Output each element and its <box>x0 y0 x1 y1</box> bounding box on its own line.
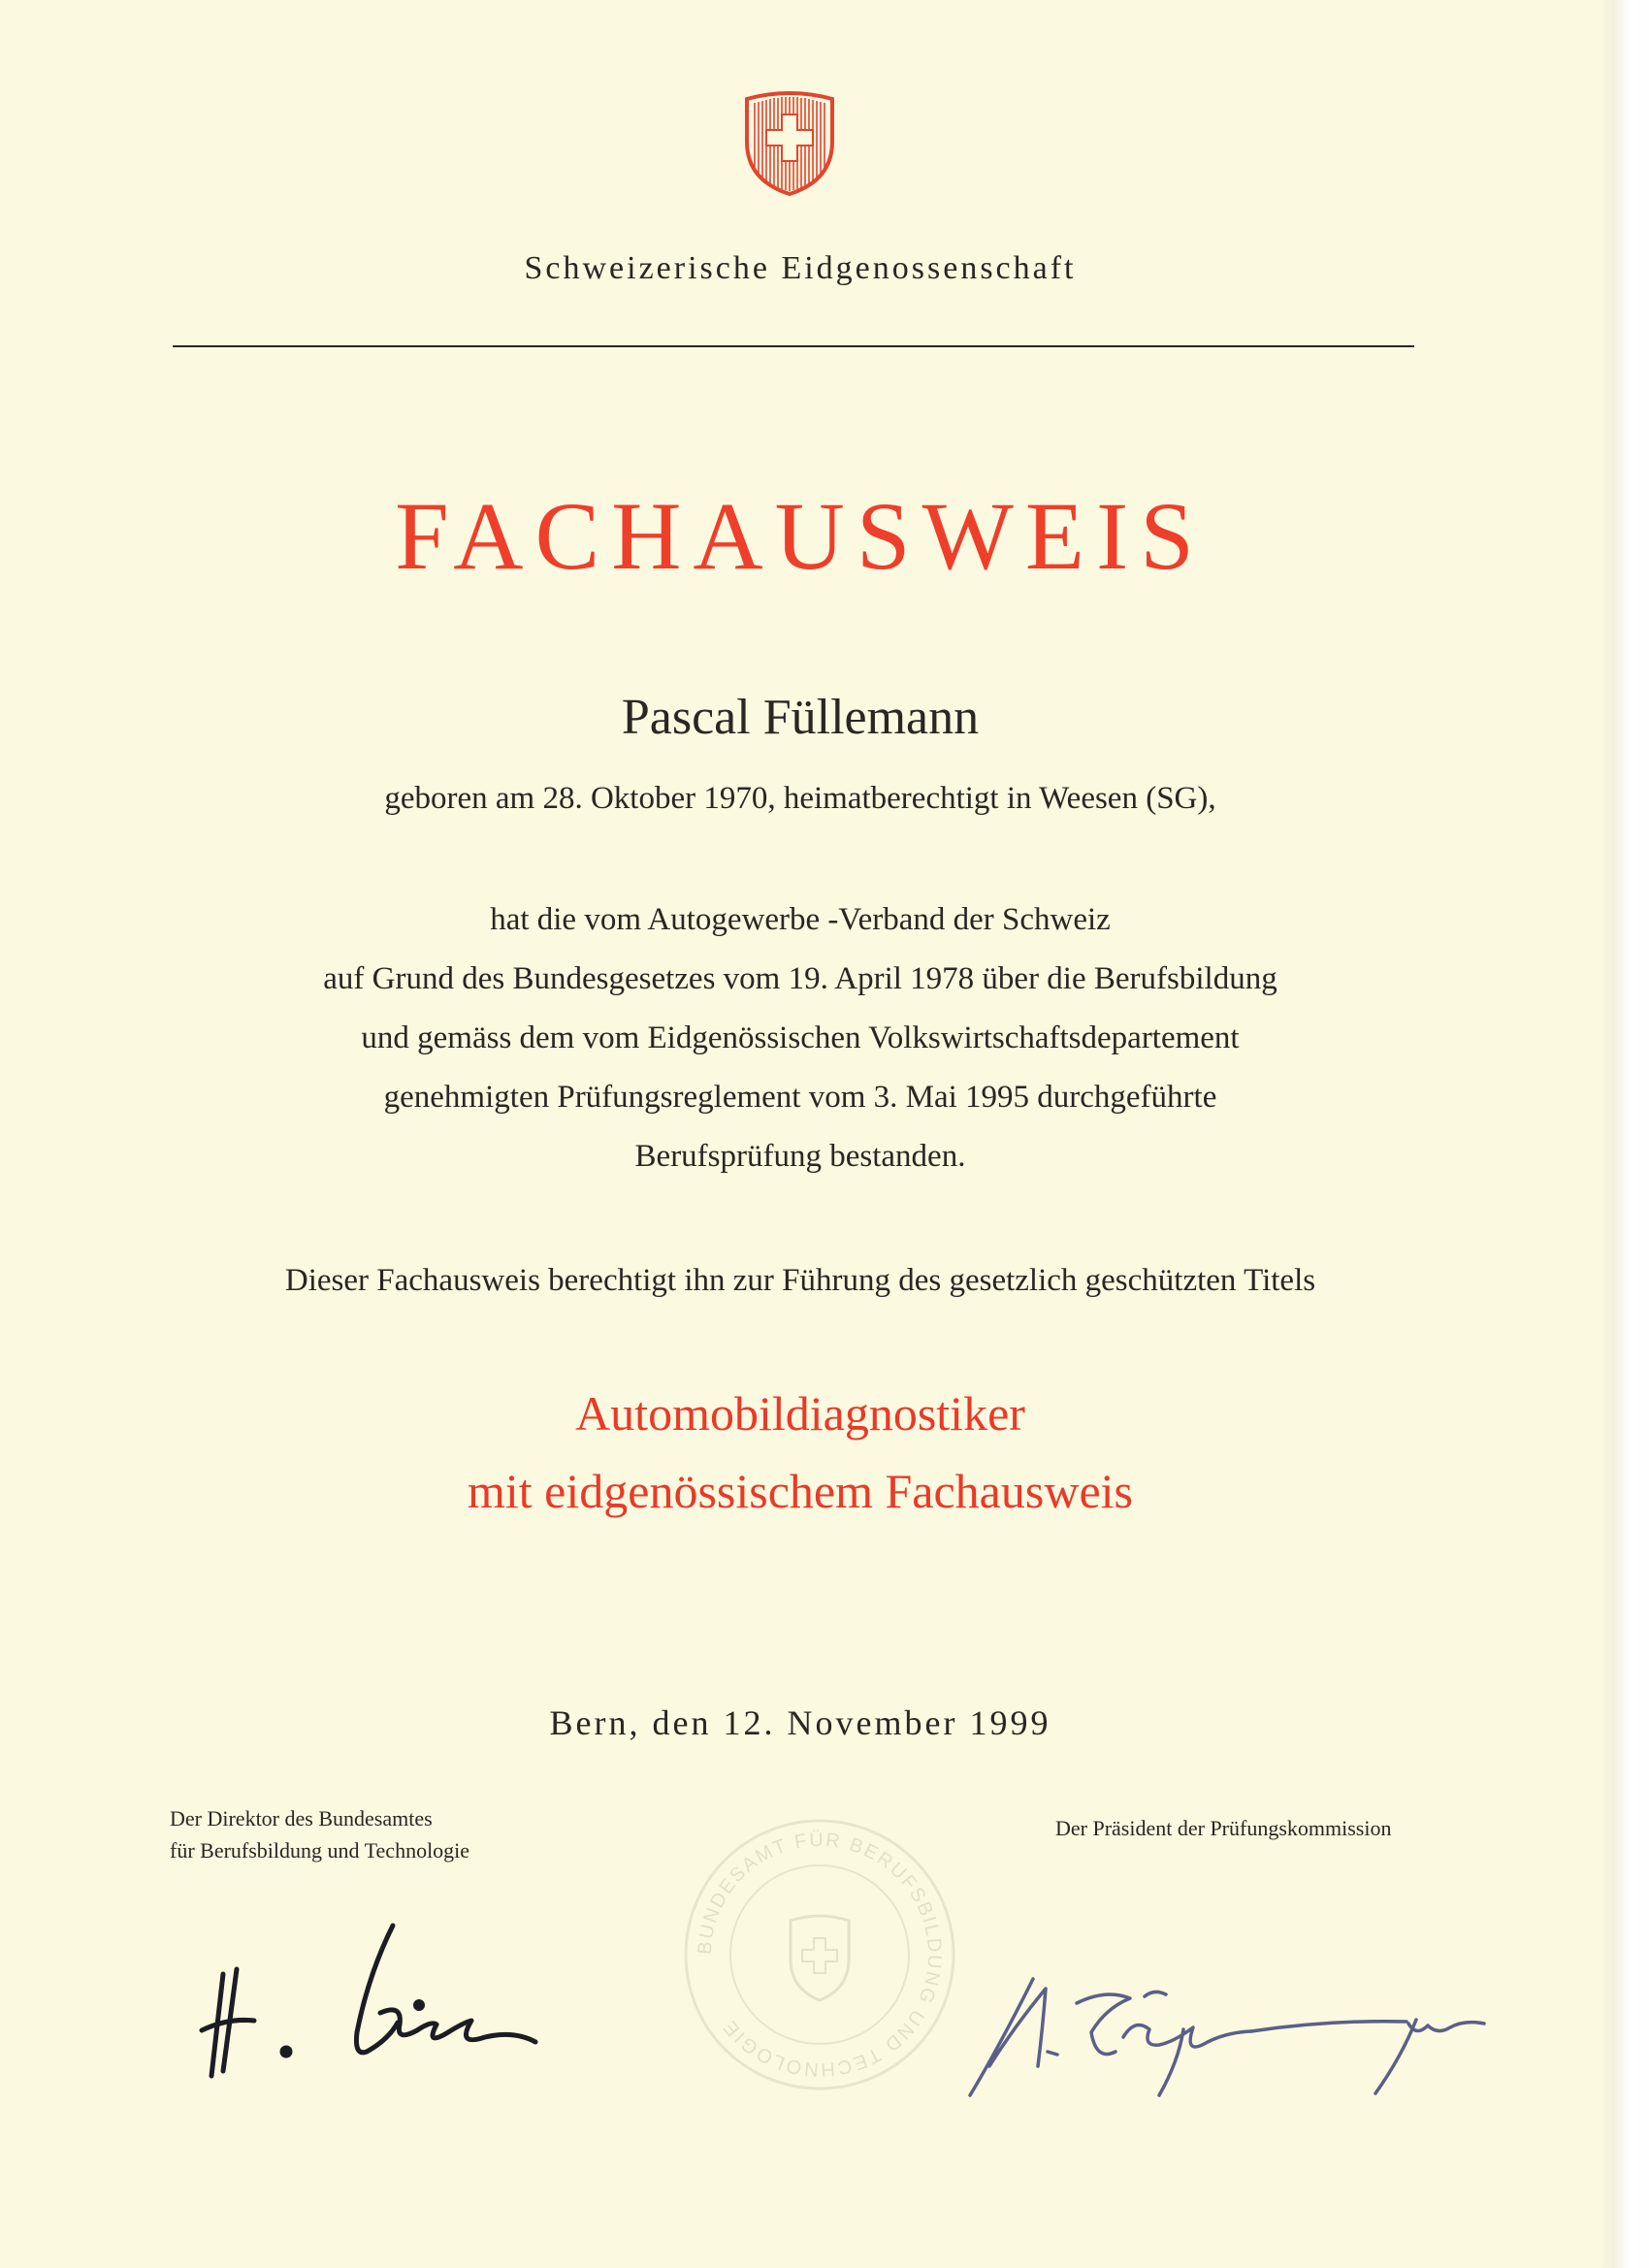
holder-birth-line: geboren am 28. Oktober 1970, heimatberechtigt in Weesen (SG), <box>384 781 1216 816</box>
seal-text: BUNDESAMT FÜR BERUFSBILDUNG UND TECHNOLOGIE <box>694 1829 946 2081</box>
holder-name: Pascal Füllemann <box>621 690 980 745</box>
entitlement-text: Dieser Fachausweis berechtigt ihn zur Führung des gesetzlich geschützten Titels <box>284 1263 1316 1298</box>
embossed-seal <box>679 1814 960 2095</box>
divider <box>173 345 1414 347</box>
document-title: FACHAUSWEIS <box>395 482 1206 590</box>
signature-president <box>960 1960 1504 2105</box>
body-line-5: Berufsprüfung bestanden. <box>634 1139 966 1174</box>
svg-text:BUNDESAMT FÜR BERUFSBILDUNG UN <box>695 1830 945 2080</box>
place-and-date: Bern, den 12. November 1999 <box>549 1703 1051 1742</box>
professional-title-line-1: Automobildiagnostiker <box>575 1386 1025 1441</box>
body-line-3: und gemäss dem vom Eidgenössischen Volkswirtschaftsdepartement <box>361 1021 1240 1055</box>
signatory-left-line-1: Der Direktor des Bundesamtes <box>170 1806 433 1831</box>
signatory-left-label <box>170 1802 469 1866</box>
page-edge <box>1599 0 1649 2268</box>
body-line-2: auf Grund des Bundesgesetzes vom 19. April 1978 über die Berufsbildung <box>323 961 1277 996</box>
confederation-heading: Schweizerische Eidgenossenschaft <box>524 250 1077 286</box>
body-line-1: hat die vom Autogewerbe -Verband der Schweiz <box>490 902 1111 937</box>
signatory-right-label: Der Präsident der Prüfungskommission <box>1055 1816 1392 1840</box>
signatory-left-line-2: für Berufsbildung und Technologie <box>170 1838 470 1863</box>
swiss-coat-of-arms-icon <box>741 91 838 198</box>
professional-title-line-2: mit eidgenössischem Fachausweis <box>468 1464 1133 1518</box>
body-line-4: genehmigten Prüfungsreglement vom 3. Mai 1995 durchgeführte <box>383 1080 1217 1115</box>
signature-director <box>194 1916 553 2090</box>
